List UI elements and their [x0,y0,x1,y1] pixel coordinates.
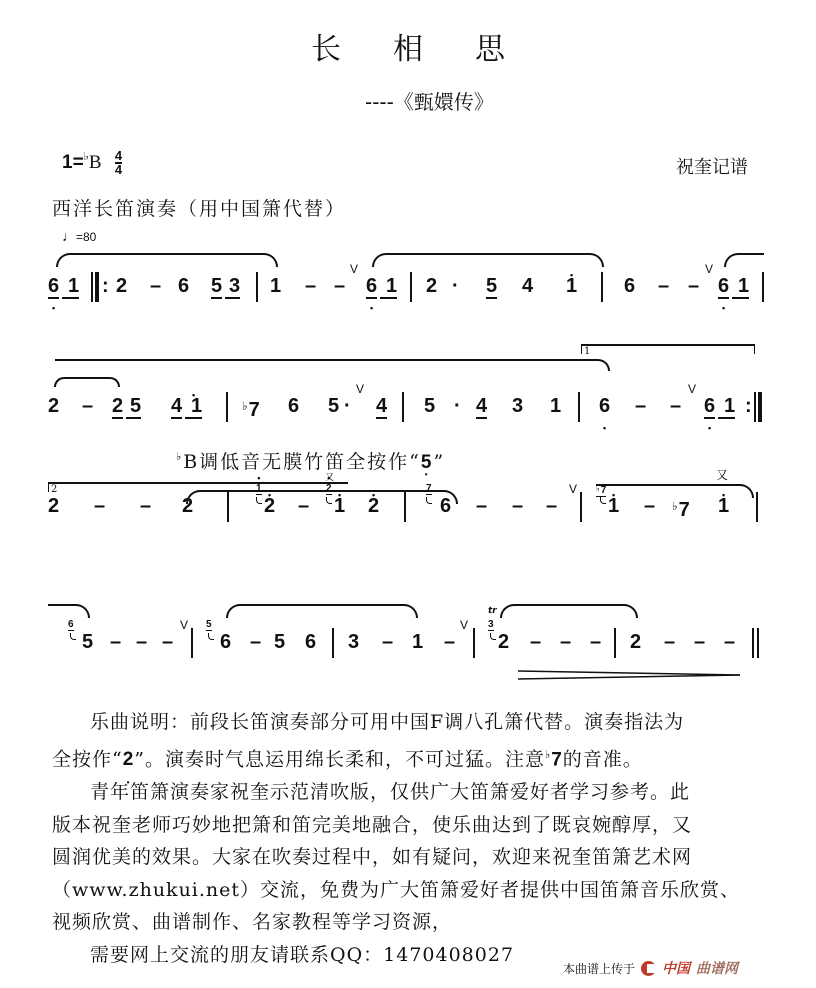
fingering-text: B调低音无膜竹笛全按作“ [183,451,421,473]
slur [226,604,418,618]
dash: – [724,631,736,653]
barline [762,272,764,302]
dash: – [250,631,262,653]
grace-note: • 1 [256,484,262,495]
description-para-1b [52,739,772,777]
site-logo-icon [641,961,656,976]
dash: – [140,495,152,517]
note: 6 [220,631,232,653]
note [672,496,690,520]
dash: – [110,631,122,653]
dash: – [635,395,647,417]
repeat-colon: : [102,275,109,297]
dash: – [670,395,682,417]
dash: – [476,495,488,517]
final-barline [752,628,759,658]
grace-note [596,484,606,497]
dash: – [546,495,558,517]
volta-label: 1 [584,346,591,357]
key-prefix: 1= [62,152,84,174]
note: 1 [62,276,79,299]
dash: – [444,631,456,653]
barline [227,492,229,522]
barline [473,628,475,658]
flat-icon: ♭ [596,484,600,493]
note: 6 [305,631,317,653]
note: 5 [126,396,141,419]
score-row-2 [0,340,816,421]
note: 6 [624,275,636,297]
trill-icon: tr [488,606,497,616]
dot-extension: · [454,395,461,417]
breath-mark: V [705,262,714,276]
barline [756,492,758,522]
repeat-start-barline [91,272,99,302]
note-value: 7 [678,499,690,521]
grace-value: 7 [600,485,607,496]
note: 3 [512,395,524,417]
description-para-2b: 版本祝奎老师巧妙地把箫和笛完美地融合，使乐曲达到了既哀婉醇厚，又 [52,813,693,836]
note [242,396,260,420]
dash: – [530,631,542,653]
ornament-you-icon: 又 [325,473,335,483]
dash: – [688,275,700,297]
description-contact: 需要网上交流的朋友请联系QQ：1470408027 [90,943,515,966]
dash: – [694,631,706,653]
repeat-colon: : [745,395,752,417]
grace-note: 3 [488,619,494,630]
grace-note: 6 [68,619,74,630]
note: 1 [380,276,397,299]
note: 2 [426,275,438,297]
barline [578,392,580,422]
grace-note: 5 [206,619,212,630]
note: • 1 [566,276,577,296]
dash: – [150,275,162,297]
grace-hook [256,497,262,504]
barline [404,492,406,522]
barline [614,628,616,658]
note: 5 [82,631,94,653]
barline [601,272,603,302]
note: 6 • [704,396,715,419]
description-para-1a: 乐曲说明：前段长笛演奏部分可用中国F调八孔箫代替。演奏指法为 [90,711,685,733]
instrument-note: 西洋长笛演奏（用中国箫代替） [52,198,347,220]
flat-icon: ♭ [242,399,248,413]
description [52,706,772,971]
slur [54,377,120,387]
note: 5 [486,275,498,297]
note: 6 • [718,276,729,299]
breath-mark: V [180,618,189,632]
dash: – [664,631,676,653]
description-para-2d: （www.zhukui.net）交流，免费为广大笛箫爱好者提供中国笛箫音乐欣赏、 [52,878,741,901]
grace-hook [208,633,214,640]
note: 6 [178,275,190,297]
description-para-2e: 视频欣赏、曲谱制作、名家教程等学习资源， [52,911,453,934]
dash: – [136,631,148,653]
note: 2 [630,631,642,653]
time-bottom: 4 [114,162,123,177]
grace-hook [70,633,76,640]
quarter-note-icon: ♩ [62,228,76,244]
note: 2 [116,275,128,297]
breath-mark: V [569,482,578,496]
note: 6 [288,395,300,417]
grace-hook [426,497,432,504]
note: 1 [412,631,424,653]
dash: – [334,275,346,297]
note: • 1 [718,496,729,516]
dot-extension: · [344,395,351,417]
repeat-end-barline [754,392,762,422]
grace-note: • 2 [326,484,332,495]
note: 2 [498,631,510,653]
dash: – [658,275,670,297]
note: 5 [328,395,340,417]
song-title: 长相思 [311,32,557,67]
note-value: 7 [248,399,260,421]
breath-mark: V [356,382,365,396]
note: 2 [112,395,124,417]
volta-bracket-1 [581,344,755,357]
dot-extension: · [452,275,459,297]
footer-upload-credit [563,958,738,978]
note: 1 [718,396,735,419]
note: 3 [348,631,360,653]
barline [402,392,404,422]
barline [191,628,193,658]
note: 2 [182,495,194,517]
score-row-4 [0,600,816,660]
grace-hook [600,497,606,504]
note: 6 • [599,396,610,416]
note: • 1 [334,496,345,516]
slur [724,253,764,267]
note: 6 • [366,276,377,299]
note: 5 [211,275,223,297]
desc-text: 的音准。 [562,747,643,770]
note: • 1 [185,396,202,419]
time-signature [115,150,122,176]
dash: – [382,631,394,653]
key-note: B [88,152,102,174]
site-name-a[interactable]: 中国 [662,961,690,977]
fingering-note-value: 5 • [421,452,434,473]
fingering-text-end: ” [433,451,446,473]
dash: – [644,495,656,517]
dash: – [512,495,524,517]
note: 1 [550,395,562,417]
slur [48,604,90,618]
dash: – [94,495,106,517]
song-subtitle: ----《甄嬛传》 [365,90,494,114]
description-para-2c: 圆润优美的效果。大家在吹奏过程中，如有疑问，欢迎来祝奎笛箫艺术网 [52,846,693,869]
time-top: 4 [114,148,123,163]
grace-hook [326,497,332,504]
flat-icon: ♭ [83,151,89,164]
note: 6 [440,495,452,517]
slur [500,604,638,618]
tempo-marking [62,228,96,244]
tempo-value: =80 [76,230,97,244]
note: 4 [476,395,488,417]
desc-note: 7 [551,748,563,770]
dash: – [82,395,94,417]
ornament-you-icon: 又 [716,468,729,482]
grace-hook [490,633,496,640]
note: • 2 [264,496,275,516]
note: 5 [424,395,436,417]
flat-icon: ♭ [545,747,552,761]
slur [56,253,278,267]
note: 6 • [48,276,59,299]
transcriber-credit: 祝奎记谱 [676,157,748,178]
slur-long [55,359,610,371]
dash: – [162,631,174,653]
desc-text: 全按作“ [52,747,123,770]
grace-note: 7 [426,483,432,494]
score-row-1 [0,250,816,310]
barline [410,272,412,302]
barline [580,492,582,522]
note: 1 [732,276,749,299]
breath-mark: V [350,262,359,276]
note: 4 [522,275,534,297]
barline [226,392,228,422]
note: 1 [270,275,282,297]
decrescendo-hairpin [518,670,742,680]
dash: – [298,495,310,517]
site-name-b[interactable]: 曲谱网 [696,961,738,977]
desc-text: ”。演奏时气息运用绵长柔和，不可过猛。注意 [134,747,546,770]
volta-label: 2 [51,484,58,495]
desc-note: 2 • [123,749,135,770]
uploaded-to-label: 本曲谱上传于 [562,961,635,976]
dash: – [560,631,572,653]
score-row-3 [0,468,816,538]
note: 5 [274,631,286,653]
barline [256,272,258,302]
note: 4 [376,395,388,417]
note: 3 [225,276,240,299]
flat-icon: ♭ [672,499,678,513]
note: 2 [48,495,60,517]
note: 2 [48,395,60,417]
description-para-2a: 青年笛箫演奏家祝奎示范清吹版，仅供广大笛箫爱好者学习参考。此 [90,781,691,804]
breath-mark: V [460,618,469,632]
note: • 2 [368,496,379,516]
dash: – [590,631,602,653]
fingering-note [176,447,445,474]
breath-mark: V [688,382,697,396]
note: • 1 [608,496,619,516]
note: 4 [171,395,183,417]
key-signature [62,150,122,176]
flat-icon: ♭ [176,450,184,463]
dash: – [305,275,317,297]
barline [332,628,334,658]
